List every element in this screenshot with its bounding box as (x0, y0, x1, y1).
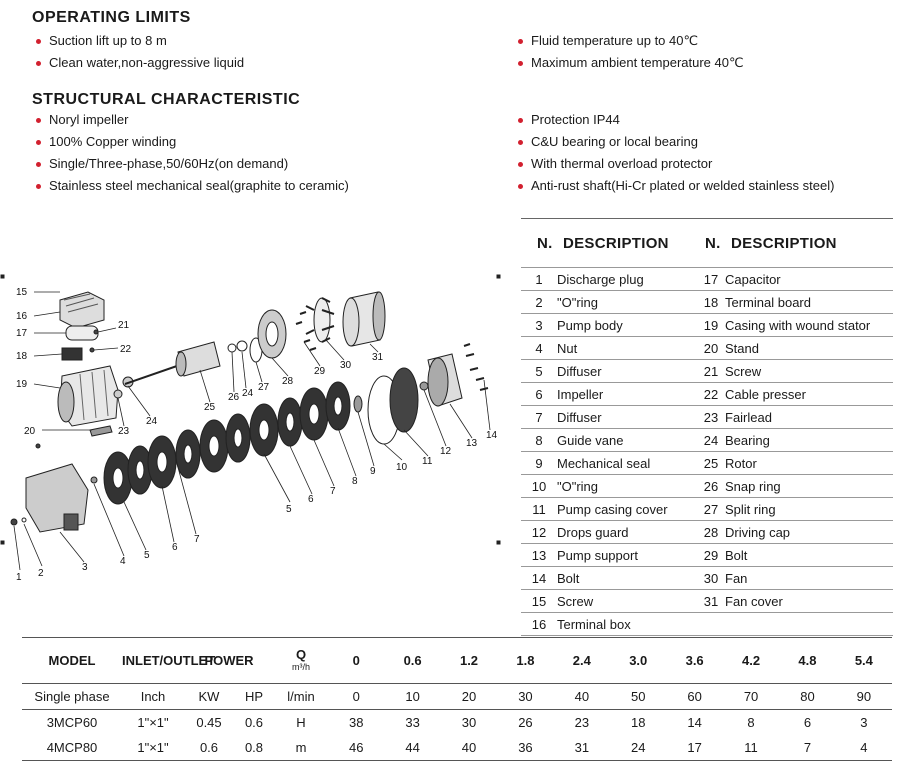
callout-label: 24 (146, 416, 158, 427)
bullet-icon (36, 140, 41, 145)
table-header (521, 219, 893, 267)
callout-label: 20 (24, 426, 36, 437)
callout-label: 11 (422, 456, 433, 467)
part-description: Driving cap (725, 524, 791, 540)
callout-label: 31 (372, 352, 384, 363)
callout-label: 24 (242, 388, 254, 399)
part-number: 26 (703, 478, 719, 494)
list-item: Anti-rust shaft(Hi-Cr plated or welded stainless steel) (514, 175, 834, 197)
pump-casing-cover-part (390, 368, 418, 432)
part-number: 21 (703, 363, 719, 379)
flow-m3h-cell: 0.6 (403, 653, 422, 668)
head-value-cell: 38 (348, 715, 364, 730)
part-number: 27 (703, 501, 719, 517)
head-value-cell: 11 (744, 740, 758, 755)
head-value-cell: 24 (631, 740, 646, 755)
part-number: 20 (703, 340, 719, 356)
list-item: Fluid temperature up to 40℃ (514, 30, 744, 52)
flow-m3h-cell: 3.0 (629, 653, 648, 668)
list-item: Single/Three-phase,50/60Hz(on demand) (32, 153, 349, 175)
callout-label: 5 (144, 550, 150, 561)
list-item: With thermal overload protector (514, 153, 834, 175)
list-item: C&U bearing or local bearing (514, 131, 834, 153)
part-number: 13 (531, 547, 547, 563)
flow-lmin-cell: 30 (518, 689, 533, 704)
part-description: Discharge plug (557, 271, 644, 287)
kw-cell: 0.45 (196, 715, 222, 730)
head-value-cell: 17 (687, 740, 702, 755)
table-bottom-rule (22, 760, 892, 761)
head-value-cell: 8 (747, 715, 755, 730)
flow-m3h-cell: 0 (352, 653, 360, 668)
exploded-pump-diagram (0, 270, 505, 585)
part-description: Fan cover (725, 593, 783, 609)
performance-table (22, 637, 892, 761)
part-description: "O"ring (557, 478, 599, 494)
head-value-cell: 40 (461, 740, 477, 755)
part-number: 11 (532, 501, 546, 517)
part-number: 4 (535, 340, 543, 356)
part-number: 19 (703, 317, 719, 333)
bullet-icon (518, 39, 523, 44)
q-symbol: Q (295, 646, 307, 662)
callout-label: 28 (282, 376, 294, 387)
m-label: m (295, 740, 307, 755)
stand-part (90, 426, 112, 436)
part-description: Stand (725, 340, 759, 356)
cable-presser-part (90, 348, 94, 352)
flow-lmin-cell: 0 (352, 689, 360, 704)
operating-limits-title: OPERATING LIMITS (32, 9, 191, 26)
performance-body (22, 710, 892, 760)
table-row (22, 710, 892, 735)
structural-title: STRUCTURAL CHARACTERISTIC (32, 91, 301, 108)
q-header (274, 648, 328, 674)
callout-label: 4 (120, 556, 126, 567)
head-value-cell: 44 (405, 740, 420, 755)
table-row (521, 360, 893, 383)
flow-lmin-cell: 60 (687, 689, 702, 704)
part-description: Pump body (557, 317, 623, 333)
part-number: 1 (535, 271, 543, 287)
head-value-cell: 26 (518, 715, 533, 730)
part-number: 23 (703, 409, 719, 425)
part-number: 5 (535, 363, 543, 379)
header-n1: N. (537, 234, 553, 252)
header-description2: DESCRIPTION (731, 234, 837, 252)
discharge-plug-part (11, 519, 17, 525)
callout-label: 3 (82, 562, 88, 573)
nut-part (91, 477, 97, 483)
mechanical-seal-part (354, 396, 362, 412)
callout-label: 8 (352, 476, 358, 487)
table-row (521, 544, 893, 567)
part-description: Guide vane (557, 432, 624, 448)
table-row (521, 613, 893, 636)
callout-label: 30 (340, 360, 352, 371)
hp-cell: 0.8 (244, 740, 264, 755)
callout-label: 6 (308, 494, 314, 505)
head-value-cell: 6 (803, 715, 812, 730)
single-phase-label: Single phase (34, 689, 110, 704)
part-number: 6 (535, 386, 543, 402)
capacitor-part (66, 326, 98, 340)
part-description: Bolt (725, 547, 748, 563)
part-description: Screw (725, 363, 762, 379)
flow-lmin-cell: 50 (631, 689, 646, 704)
corner-mark (1, 541, 4, 544)
part-number: 3 (535, 317, 543, 333)
corner-mark (497, 541, 500, 544)
table-row (22, 735, 892, 760)
head-value-cell: 4 (860, 740, 868, 755)
flow-m3h-cell: 2.4 (572, 653, 591, 668)
corner-mark (497, 275, 500, 278)
part-description: Rotor (725, 455, 757, 471)
part-description: Fan (725, 570, 748, 586)
part-number: 18 (703, 294, 719, 310)
part-description: Terminal box (557, 616, 631, 632)
part-number: 14 (531, 570, 547, 586)
screw-part (36, 444, 40, 448)
bullet-icon (518, 140, 523, 145)
callout-label: 26 (228, 392, 240, 403)
part-description: Capacitor (725, 271, 781, 287)
table-row (521, 475, 893, 498)
list-item: 100% Copper winding (32, 131, 349, 153)
callout-label: 5 (286, 504, 292, 515)
part-description: Bearing (725, 432, 770, 448)
operating-limits-left-list (32, 30, 244, 74)
oring-part (22, 518, 26, 522)
model-cell: 3MCP60 (46, 715, 98, 730)
head-value-cell: 46 (348, 740, 364, 755)
table-row (521, 337, 893, 360)
h-label: H (296, 715, 306, 730)
table-row (521, 267, 893, 291)
bullet-icon (36, 61, 41, 66)
flow-m3h-cell: 4.2 (742, 653, 761, 668)
units-row (22, 684, 892, 709)
table-row (521, 567, 893, 590)
callout-label: 22 (120, 344, 132, 355)
power-header: POWER (204, 653, 254, 668)
part-number: 12 (531, 524, 547, 540)
bearing-part (228, 344, 236, 352)
callout-label: 27 (258, 382, 270, 393)
head-value-cell: 7 (803, 740, 812, 755)
part-number: 24 (703, 432, 719, 448)
pump-support-part (428, 354, 462, 406)
part-number: 22 (703, 386, 719, 402)
part-description: Nut (557, 340, 578, 356)
terminal-box-part (60, 292, 104, 328)
table-row (521, 498, 893, 521)
pump-body-part (26, 464, 88, 532)
part-number: 7 (535, 409, 543, 425)
fairlead-part (114, 390, 122, 398)
callout-label: 25 (204, 402, 216, 413)
flow-values-header (328, 653, 892, 668)
callout-label: 6 (172, 542, 178, 553)
part-number: 28 (703, 524, 719, 540)
list-item: Stainless steel mechanical seal(graphite to ceramic) (32, 175, 349, 197)
part-description: Split ring (725, 501, 776, 517)
flow-lmin-cell: 90 (856, 689, 872, 704)
drops-guard-part (420, 382, 428, 390)
list-item: Suction lift up to 8 m (32, 30, 244, 52)
callout-label: 14 (486, 430, 498, 441)
inlet-outlet-header: INLET/OUTLET (122, 653, 216, 668)
driving-cap-inner (266, 322, 278, 346)
head-unit-cell (274, 710, 328, 760)
part-number: 30 (703, 570, 719, 586)
callout-label: 1 (16, 572, 22, 583)
callout-label: 19 (16, 379, 28, 390)
callout-label: 12 (440, 446, 452, 457)
table-row (521, 590, 893, 613)
inlet-outlet-cell: 1"×1" (137, 715, 169, 730)
head-value-cell: 23 (574, 715, 590, 730)
head-value-cell: 3 (860, 715, 868, 730)
bullet-icon (36, 162, 41, 167)
table-row (521, 429, 893, 452)
flow-lmin-values (328, 689, 892, 704)
part-description: Snap ring (725, 478, 781, 494)
callout-label: 29 (314, 366, 326, 377)
model-cell: 4MCP80 (46, 740, 98, 755)
callout-label: 16 (16, 311, 28, 322)
bullet-icon (36, 39, 41, 44)
part-description: Mechanical seal (557, 455, 651, 471)
table-row (521, 452, 893, 475)
fan-cover-part (343, 292, 385, 346)
part-description: Pump support (557, 547, 638, 563)
performance-header-row (22, 638, 892, 683)
structural-right-list (514, 109, 834, 197)
head-value-cell: 14 (687, 715, 702, 730)
callout-label: 21 (118, 320, 130, 331)
head-value-cell: 31 (574, 740, 590, 755)
list-item: Noryl impeller (32, 109, 349, 131)
rotor-end (176, 352, 186, 376)
flow-lmin-cell: 80 (800, 689, 815, 704)
flow-lmin-cell: 40 (574, 689, 590, 704)
part-description: Bolt (557, 570, 580, 586)
part-description: Diffuser (557, 363, 602, 379)
flow-m3h-cell: 1.8 (516, 653, 535, 668)
part-description: Diffuser (557, 409, 602, 425)
head-value-cell: 33 (405, 715, 420, 730)
table-body (521, 267, 893, 636)
flow-m3h-cell: 1.2 (459, 653, 479, 668)
part-number: 25 (703, 455, 719, 471)
part-number: 16 (531, 616, 547, 632)
part-number: 31 (703, 593, 719, 609)
part-description: "O"ring (557, 294, 599, 310)
bullet-icon (518, 118, 523, 123)
bullet-icon (518, 184, 523, 189)
head-values (328, 740, 892, 755)
head-values (328, 715, 892, 730)
list-item: Protection IP44 (514, 109, 834, 131)
inch-label: Inch (140, 689, 166, 704)
operating-limits-right-list (514, 30, 744, 74)
part-description: Drops guard (557, 524, 629, 540)
part-number: 2 (535, 294, 543, 310)
hp-label: HP (244, 689, 264, 704)
part-number: 8 (535, 432, 543, 448)
part-description: Terminal board (725, 294, 811, 310)
kw-label: KW (198, 689, 220, 704)
part-description: Fairlead (725, 409, 772, 425)
flow-lmin-cell: 70 (743, 689, 759, 704)
callout-label: 15 (16, 287, 28, 298)
table-row (521, 383, 893, 406)
callout-label: 7 (330, 486, 336, 497)
callout-label: 10 (396, 462, 408, 473)
parts-description-table (521, 218, 893, 636)
inlet-outlet-cell: 1"×1" (137, 740, 169, 755)
header-description1: DESCRIPTION (563, 234, 669, 252)
callout-label: 13 (466, 438, 478, 449)
flow-lmin-cell: 20 (461, 689, 477, 704)
head-value-cell: 30 (461, 715, 477, 730)
part-description: Cable presser (725, 386, 806, 402)
callout-label: 2 (38, 568, 44, 579)
bullet-icon (518, 61, 523, 66)
fan-part (306, 298, 334, 342)
q-unit: m³/h (292, 661, 310, 672)
part-number: 15 (531, 593, 547, 609)
callout-label: 7 (194, 534, 200, 545)
part-description: Impeller (557, 386, 604, 402)
flow-lmin-cell: 10 (405, 689, 420, 704)
terminal-board-part (62, 348, 82, 360)
callout-label: 23 (118, 426, 130, 437)
part-number: 10 (531, 478, 547, 494)
list-item: Clean water,non-aggressive liquid (32, 52, 244, 74)
table-row (521, 521, 893, 544)
lmin-label: l/min (287, 689, 315, 704)
callout-label: 17 (16, 328, 28, 339)
part-description: Screw (557, 593, 594, 609)
flow-m3h-cell: 5.4 (854, 653, 873, 668)
table-row (521, 314, 893, 337)
table-row (521, 406, 893, 429)
part-description: Pump casing cover (557, 501, 668, 517)
head-value-cell: 18 (631, 715, 646, 730)
callout-label: 9 (370, 466, 376, 477)
bullet-icon (518, 162, 523, 167)
part-description: Casing with wound stator (725, 317, 871, 333)
bullet-icon (36, 184, 41, 189)
head-value-cell: 36 (518, 740, 533, 755)
flow-m3h-cell: 3.6 (685, 653, 704, 668)
flow-m3h-cell: 4.8 (798, 653, 817, 668)
screw-part (94, 330, 98, 334)
part-number: 17 (703, 271, 719, 287)
hp-cell: 0.6 (244, 715, 264, 730)
stage-stack (104, 382, 350, 504)
kw-cell: 0.6 (199, 740, 219, 755)
corner-mark (1, 275, 4, 278)
table-row (521, 291, 893, 314)
part-number: 29 (703, 547, 719, 563)
bullet-icon (36, 118, 41, 123)
motor-casing-end (58, 382, 74, 422)
snap-ring-part (237, 341, 247, 351)
list-item: Maximum ambient temperature 40℃ (514, 52, 744, 74)
model-header: MODEL (48, 653, 96, 668)
callout-label: 18 (16, 351, 28, 362)
structural-left-list (32, 109, 349, 197)
header-n2: N. (705, 234, 721, 252)
part-number: 9 (535, 455, 543, 471)
